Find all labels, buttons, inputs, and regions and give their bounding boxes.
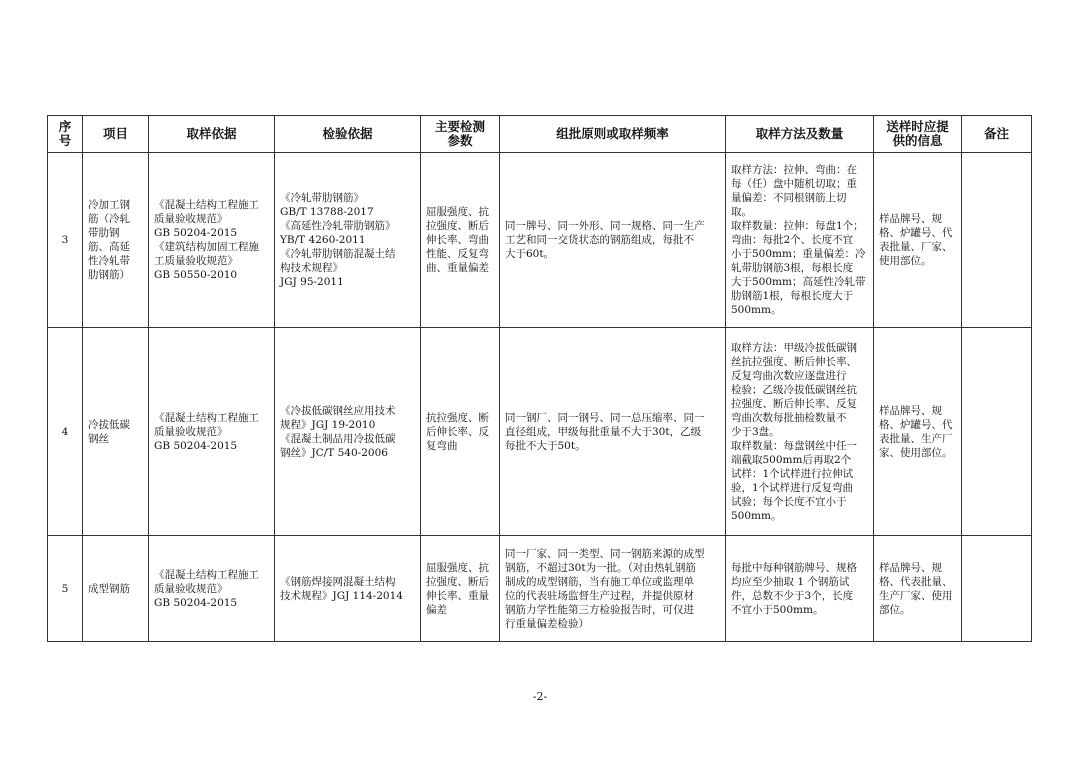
header-method-qty: 取样方法及数量 [726,116,874,153]
table-row [48,153,1032,328]
cell-sampling-basis: 《混凝土结构工程施工 质量验收规范》 GB 50204-2015 [149,328,275,536]
table-header-row [48,116,1032,153]
cell-info: 样品牌号、规 格、代表批量、 生产厂家、使用 部位。 [874,536,962,642]
cell-sampling-basis: 《混凝土结构工程施工 质量验收规范》 GB 50204-2015 [149,536,275,642]
cell-info: 样品牌号、规 格、炉罐号、代 表批量、生产厂 家、使用部位。 [874,328,962,536]
cell-remark [962,536,1032,642]
cell-batch-rule: 同一牌号、同一外形、同一规格、同一生产 工艺和同一交货状态的钢筋组成，每批不 大于60t。 [500,153,726,328]
header-seq: 序 号 [48,116,83,153]
header-item: 项目 [83,116,149,153]
cell-main-params: 屈服强度、抗 拉强度、断后 伸长率、弯曲 性能、反复弯 曲、重量偏差 [421,153,500,328]
cell-method-qty: 取样方法：拉伸、弯曲：在 每（任）盘中随机切取；重 量偏差：不同根钢筋上切 取。 取样数量：拉伸：每盘1个； 弯曲：每批2个、长度不宜 小于500mm；重量偏差：冷 轧带肋钢筋3根，每根长度 大于500mm；高延性冷轧带 肋钢筋1根，每根长度大于 500mm。 [726,153,874,328]
cell-item: 成型钢筋 [83,536,149,642]
cell-remark [962,328,1032,536]
cell-inspection-basis: 《冷拔低碳钢丝应用技术 规程》JGJ 19-2010 《混凝土制品用冷拔低碳 钢丝》JC/T 540-2006 [275,328,421,536]
cell-seq: 4 [48,328,83,536]
cell-seq: 5 [48,536,83,642]
cell-main-params: 屈服强度、抗 拉强度、断后 伸长率、重量 偏差 [421,536,500,642]
cell-main-params: 抗拉强度、断 后伸长率、反 复弯曲 [421,328,500,536]
cell-seq: 3 [48,153,83,328]
header-remark: 备注 [962,116,1032,153]
header-batch-rule: 组批原则或取样频率 [500,116,726,153]
table-row [48,536,1032,642]
inspection-table [47,115,1032,642]
cell-method-qty: 取样方法：甲级冷拔低碳钢 丝抗拉强度、断后伸长率、 反复弯曲次数应逐盘进行 检验；乙级冷拔低碳钢丝抗 拉强度、断后伸长率、反复 弯曲次数每批抽检数量不 少于3盘。 取样数量：每盘钢丝中任一 端截取500mm后再取2个 试样：1个试样进行拉伸试 验，1个试样进行反复弯曲 试验；每个长度不宜小于 500mm。 [726,328,874,536]
table-row [48,328,1032,536]
header-inspection-basis: 检验依据 [275,116,421,153]
cell-remark [962,153,1032,328]
cell-item: 冷加工钢 筋（冷轧 带肋钢 筋、高延 性冷轧带 肋钢筋） [83,153,149,328]
cell-info: 样品牌号、规 格、炉罐号、代 表批量、厂家、 使用部位。 [874,153,962,328]
header-main-params: 主要检测 参数 [421,116,500,153]
cell-inspection-basis: 《冷轧带肋钢筋》 GB/T 13788-2017 《高延性冷轧带肋钢筋》 YB/T 4260-2011 《冷轧带肋钢筋混凝土结 构技术规程》 JGJ 95-2011 [275,153,421,328]
header-info: 送样时应提 供的信息 [874,116,962,153]
cell-method-qty: 每批中每种钢筋牌号、规格 均应至少抽取 1 个钢筋试 件，总数不少于3个，长度 不宜小于500mm。 [726,536,874,642]
cell-batch-rule: 同一钢厂、同一钢号、同一总压缩率、同一 直径组成，甲级每批重量不大于30t，乙级 每批不大于50t。 [500,328,726,536]
cell-inspection-basis: 《钢筋焊接网混凝土结构 技术规程》JGJ 114-2014 [275,536,421,642]
page-number: -2- [532,690,548,703]
header-sampling-basis: 取样依据 [149,116,275,153]
cell-batch-rule: 同一厂家、同一类型、同一钢筋来源的成型 钢筋，不超过30t为一批。（对由热轧钢筋 制成的成型钢筋，当有施工单位或监理单 位的代表驻场监督生产过程，并提供原材 钢筋力学性能第三方检验报告时，可仅进 行重量偏差检验） [500,536,726,642]
cell-sampling-basis: 《混凝土结构工程施工 质量验收规范》 GB 50204-2015 《建筑结构加固工程施 工质量验收规范》 GB 50550-2010 [149,153,275,328]
cell-item: 冷拔低碳 钢丝 [83,328,149,536]
